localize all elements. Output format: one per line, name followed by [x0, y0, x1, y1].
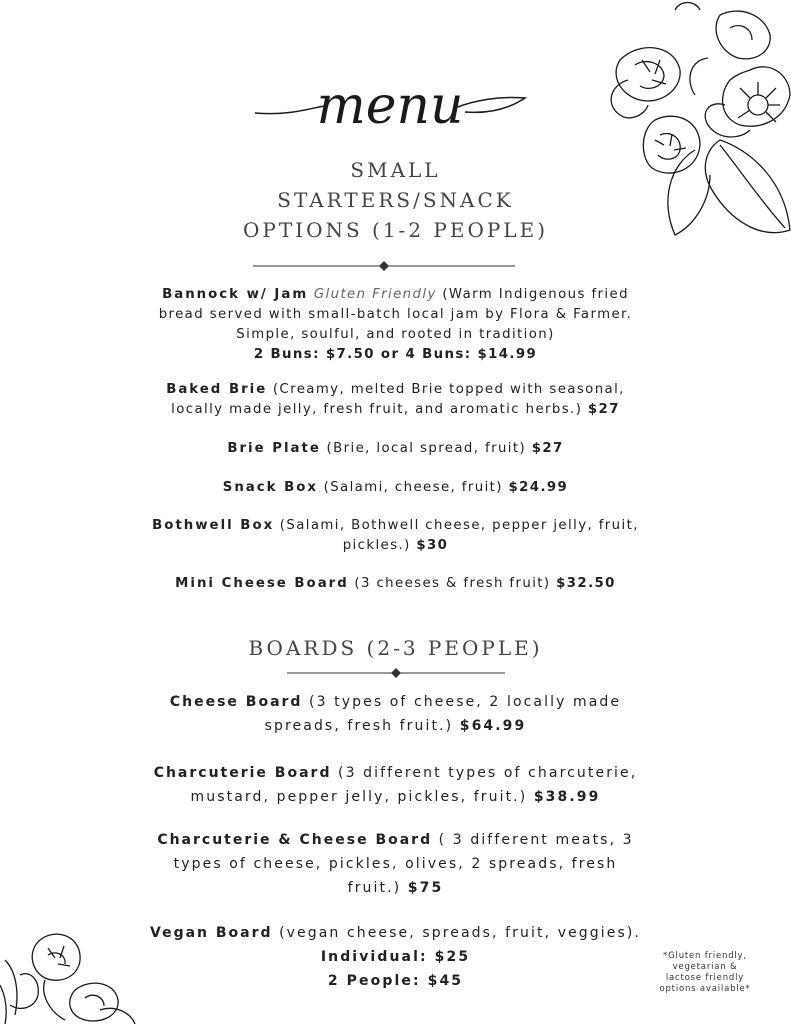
item-price: 2 Buns: $7.50 or 4 Buns: $14.99 — [253, 347, 538, 362]
item-desc: types of cheese, pickles, olives, 2 spreads, fresh — [173, 856, 618, 872]
item-desc: (3 cheeses & fresh fruit) — [348, 576, 557, 591]
item-desc: (Warm Indigenous fried — [436, 287, 629, 302]
heading-line: STARTERS/SNACK — [277, 188, 514, 212]
script-title-text: menu — [316, 78, 464, 136]
item-price: $24.99 — [508, 480, 569, 495]
item-name: Bannock w/ Jam — [162, 287, 309, 302]
item-desc: (Salami, cheese, fruit) — [317, 480, 509, 495]
item-desc: spreads, fresh fruit.) — [264, 718, 460, 734]
item-desc: ( 3 different meats, 3 — [432, 832, 634, 848]
item-desc: (3 different types of charcuterie, — [331, 765, 638, 781]
diamond-divider-icon — [287, 667, 505, 679]
menu-item-charcuterie-board — [100, 761, 691, 809]
item-desc: (3 types of cheese, 2 locally made — [302, 694, 622, 710]
note-line: lactose friendly — [665, 973, 745, 983]
menu-item-charcuterie-cheese-board — [100, 828, 691, 900]
item-price: $32.50 — [556, 576, 616, 591]
menu-item-mini-cheese-board — [100, 574, 691, 594]
section-heading-boards: BOARDS (2-3 PEOPLE) — [248, 636, 543, 660]
menu-item-snack-box — [100, 478, 691, 498]
item-name: Cheese Board — [169, 694, 303, 710]
item-name: Charcuterie & Cheese Board — [157, 832, 433, 848]
item-price: $38.99 — [533, 789, 601, 805]
item-name: Brie Plate — [227, 441, 321, 456]
item-name: Bothwell Box — [152, 518, 275, 533]
note-line: options available* — [659, 984, 751, 994]
item-desc: (Creamy, melted Brie topped with seasonal, — [267, 382, 625, 397]
section-heading-small — [0, 155, 791, 245]
item-price: 2 People: $45 — [327, 973, 464, 989]
dietary-note — [640, 951, 770, 995]
item-price: $75 — [407, 880, 444, 896]
floral-bottom-left-icon — [0, 920, 140, 1024]
item-name: Mini Cheese Board — [175, 576, 349, 591]
menu-item-brie-plate — [100, 439, 691, 459]
item-desc: locally made jelly, fresh fruit, and aromatic herbs.) — [171, 402, 588, 417]
item-desc: fruit.) — [347, 880, 408, 896]
menu-item-cheese-board — [100, 690, 691, 738]
item-price: $30 — [416, 538, 449, 553]
heading-line: SMALL — [350, 158, 441, 182]
note-line: vegetarian & — [672, 962, 738, 972]
item-name: Snack Box — [222, 480, 318, 495]
item-desc: pickles.) — [342, 538, 417, 553]
note-line: *Gluten friendly, — [663, 951, 747, 961]
menu-item-baked-brie — [100, 380, 691, 420]
menu-item-vegan-board — [100, 921, 691, 993]
item-name: Baked Brie — [166, 382, 268, 397]
item-desc: bread served with small-batch local jam by Flora & Farmer. — [158, 307, 633, 322]
item-desc: Simple, soulful, and rooted in tradition) — [236, 327, 555, 342]
heading-line: OPTIONS (1-2 PEOPLE) — [242, 218, 548, 242]
item-price: Individual: $25 — [320, 949, 471, 965]
script-title — [250, 78, 530, 138]
item-desc: (Brie, local spread, fruit) — [320, 441, 532, 456]
item-price: $64.99 — [459, 718, 527, 734]
item-desc: (Salami, Bothwell cheese, pepper jelly, fruit, — [274, 518, 639, 533]
item-desc: (vegan cheese, spreads, fruit, veggies). — [272, 925, 641, 941]
menu-item-bothwell-box — [100, 516, 691, 556]
item-price: $27 — [531, 441, 564, 456]
menu-item-bannock — [100, 285, 691, 365]
item-name: Charcuterie Board — [153, 765, 332, 781]
gluten-friendly-tag: Gluten Friendly — [313, 287, 437, 302]
diamond-divider-icon — [253, 260, 515, 272]
item-desc: mustard, pepper jelly, pickles, fruit.) — [190, 789, 534, 805]
item-name: Vegan Board — [150, 925, 273, 941]
item-price: $27 — [587, 402, 620, 417]
